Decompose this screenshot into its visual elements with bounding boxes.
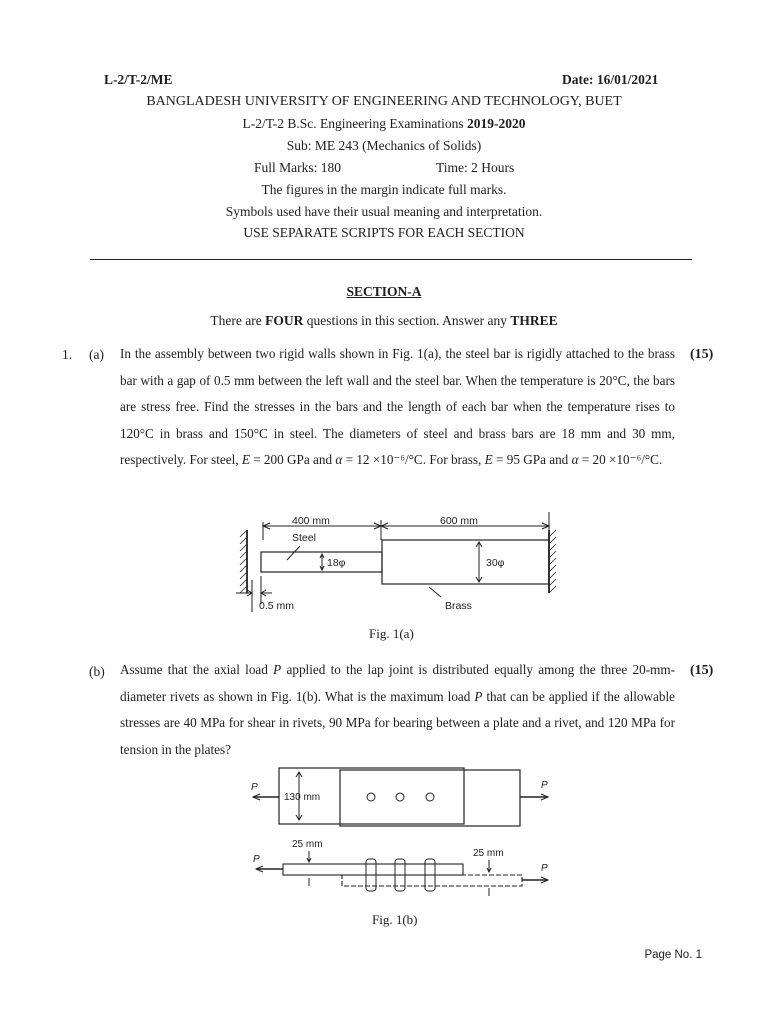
course-code: L-2/T-2/ME (104, 72, 173, 87)
section-title: SECTION-A (346, 284, 422, 299)
exam-title: L-2/T-2 B.Sc. Engineering Examinations 2019-2020 (242, 116, 526, 131)
exam-time: Time: 2 Hours (436, 160, 515, 175)
subject: Sub: ME 243 (Mechanics of Solids) (286, 138, 482, 153)
dim-brass-length: 600 mm (440, 515, 478, 527)
note-symbols: Symbols used have their usual meaning and interpretation. (225, 204, 543, 219)
dim-width: 130 mm (284, 792, 321, 803)
section-instruction: There are FOUR questions in this section. Answer any THREE (210, 313, 558, 328)
load-p-top-left: P (251, 782, 258, 793)
load-p-side-left: P (253, 854, 260, 865)
dim-thickness-left: 25 mm (292, 839, 323, 850)
university-name: BANGLADESH UNIVERSITY OF ENGINEERING AND TECHNOLOGY, BUET (146, 94, 622, 109)
dia-steel: 18φ (327, 557, 346, 569)
label-brass: Brass (445, 600, 472, 612)
label-steel: Steel (292, 532, 316, 544)
figure-1b-caption: Fig. 1(b) (372, 912, 418, 927)
part-a-label: (a) (89, 347, 104, 362)
part-b-marks: (15) (690, 663, 714, 678)
dia-brass: 30φ (486, 557, 505, 569)
note-scripts: USE SEPARATE SCRIPTS FOR EACH SECTION (243, 225, 525, 240)
part-a-text: In the assembly between two rigid walls shown in Fig. 1(a), the steel bar is rigidly attached to the brass bar with a gap of 0.5 mm between the left wall and the steel bar. When the temperature is 20°C, the bars are stress free. Find the stresses in the bars and the length of each bar when the temperature rises to 120°C in brass and 150°C in steel. The diameters of steel and brass bars are 18 mm and 30 mm, respectively. For steel, E = 200 GPa and α = 12 ×10⁻⁶/°C. For brass, E = 95 GPa and α = 20 ×10⁻⁶/°C. (120, 346, 675, 467)
dim-thickness-right: 25 mm (473, 848, 504, 859)
part-b-label: (b) (89, 664, 105, 679)
question-number: 1. (62, 347, 73, 362)
dim-steel-length: 400 mm (292, 515, 330, 527)
load-p-side-right: P (541, 863, 548, 874)
part-a-marks: (15) (690, 347, 714, 362)
part-b-text: Assume that the axial load P applied to the lap joint is distributed equally among the three 20-mm-diameter rivets as shown in Fig. 1(b). What is the maximum load P that can be applied if the allowable stresses are 40 MPa for shear in rivets, 90 MPa for bearing between a plate and a rivet, and 120 MPa for tension in the plates? (120, 662, 675, 757)
figure-1a-caption: Fig. 1(a) (369, 626, 414, 641)
note-margin: The figures in the margin indicate full marks. (261, 182, 507, 197)
exam-date: Date: 16/01/2021 (562, 72, 659, 87)
dim-gap: 0.5 mm (259, 600, 295, 612)
full-marks: Full Marks: 180 (254, 160, 342, 175)
page-number: Page No. 1 (644, 949, 702, 961)
load-p-top-right: P (541, 780, 548, 791)
